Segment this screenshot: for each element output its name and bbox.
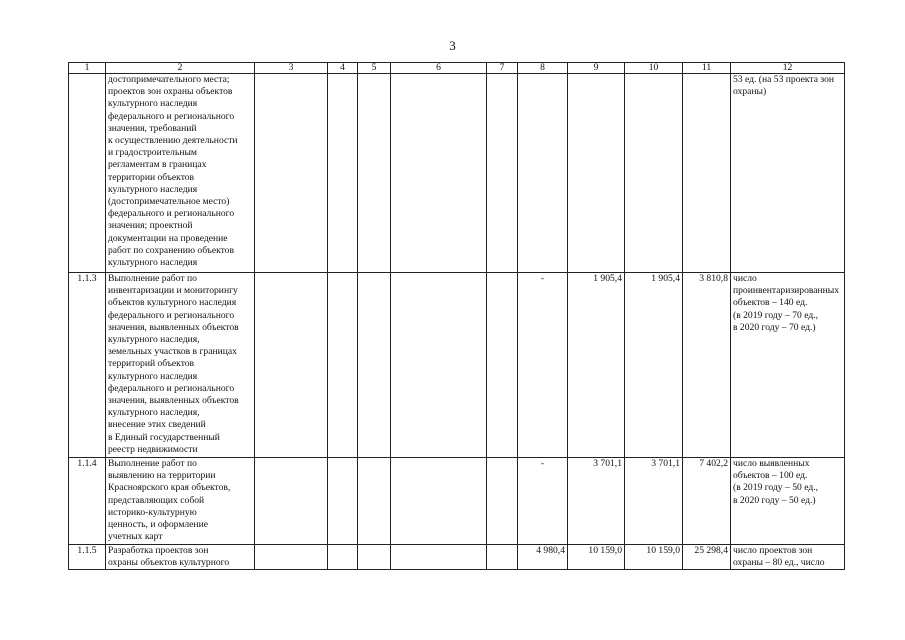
- result-indicator-line: 53 ед. (на 53 проекта зон: [733, 74, 835, 85]
- empty-cell: [255, 458, 328, 545]
- activity-name-line: работ по сохранению объектов: [108, 244, 235, 256]
- result-indicator-cell: [731, 545, 845, 570]
- empty-cell: [487, 458, 518, 545]
- empty-cell: [358, 74, 391, 273]
- empty-cell: [391, 273, 487, 458]
- result-indicator-line: проинвентаризированных: [733, 285, 840, 297]
- value-cell-col11: 3 810,8: [683, 273, 731, 458]
- activity-name-line: Красноярского края объектов,: [108, 482, 231, 494]
- empty-cell: [255, 273, 328, 458]
- program-table: [68, 62, 845, 570]
- value-cell-col8: -: [518, 458, 568, 545]
- empty-cell: [255, 545, 328, 570]
- value-cell-col9: 3 701,1: [568, 458, 625, 545]
- activity-name-line: реестр недвижимости: [108, 443, 198, 455]
- activity-name-line: культурного наследия: [108, 257, 198, 269]
- value-cell-col11: 25 298,4: [683, 545, 731, 570]
- empty-cell: [487, 74, 518, 273]
- column-header: 12: [731, 63, 845, 74]
- column-header: 5: [358, 63, 391, 74]
- activity-name-line: значения; проектной: [108, 220, 193, 232]
- value-cell-col9: [568, 74, 625, 273]
- value-cell-col10: 10 159,0: [625, 545, 683, 570]
- activity-name-line: в Единый государственный: [108, 431, 220, 443]
- page-number: 3: [449, 38, 456, 53]
- result-indicator-cell: [731, 273, 845, 458]
- column-header: 1: [69, 63, 106, 74]
- empty-cell: [328, 273, 358, 458]
- result-indicator-line: охраны): [733, 86, 767, 98]
- activity-name-line: культурного наследия: [108, 98, 198, 110]
- activity-name-line: достопримечательного места;: [108, 74, 230, 85]
- activity-name-line: культурного наследия: [108, 183, 198, 195]
- empty-cell: [487, 273, 518, 458]
- activity-name-line: ценность, и оформление: [108, 519, 208, 531]
- item-number-cell: [69, 74, 106, 273]
- table-row: [69, 458, 845, 545]
- activity-name-line: Разработка проектов зон: [108, 545, 209, 556]
- activity-name-line: историко-культурную: [108, 506, 197, 518]
- table-row: [69, 545, 845, 570]
- result-indicator-line: (в 2019 году – 70 ед.,: [733, 309, 818, 321]
- empty-cell: [328, 74, 358, 273]
- activity-name-line: документации на проведение: [108, 232, 228, 244]
- table-row: [69, 74, 845, 273]
- activity-name-line: земельных участков в границах: [108, 346, 237, 358]
- value-cell-col9: 10 159,0: [568, 545, 625, 570]
- result-indicator-line: число: [733, 273, 757, 284]
- empty-cell: [487, 545, 518, 570]
- activity-name-line: охраны объектов культурного: [108, 557, 230, 569]
- empty-cell: [358, 458, 391, 545]
- result-indicator-line: (в 2019 году – 50 ед.,: [733, 482, 818, 494]
- item-number-cell: 1.1.5: [69, 545, 106, 570]
- value-cell-col10: 1 905,4: [625, 273, 683, 458]
- activity-name-line: федерального и регионального: [108, 110, 235, 122]
- activity-name-line: Выполнение работ по: [108, 458, 197, 469]
- activity-name-line: проектов зон охраны объектов: [108, 86, 233, 98]
- activity-name-line: значения, выявленных объектов: [108, 395, 239, 407]
- empty-cell: [358, 545, 391, 570]
- activity-name-line: культурного наследия: [108, 370, 198, 382]
- activity-name-line: Выполнение работ по: [108, 273, 197, 284]
- result-indicator-cell: [731, 74, 845, 273]
- empty-cell: [255, 74, 328, 273]
- activity-name-line: культурного наследия,: [108, 334, 200, 346]
- activity-name-line: представляющих собой: [108, 494, 205, 506]
- value-cell-col11: 7 402,2: [683, 458, 731, 545]
- empty-cell: [358, 273, 391, 458]
- result-indicator-line: в 2020 году – 50 ед.): [733, 494, 816, 506]
- empty-cell: [391, 458, 487, 545]
- value-cell-col8: 4 980,4: [518, 545, 568, 570]
- column-header: 10: [625, 63, 683, 74]
- activity-name-line: (достопримечательное место): [108, 196, 230, 208]
- column-header: 4: [328, 63, 358, 74]
- empty-cell: [391, 545, 487, 570]
- activity-name-cell: [106, 545, 255, 570]
- result-indicator-line: число проектов зон: [733, 545, 813, 556]
- activity-name-cell: [106, 458, 255, 545]
- column-header: 3: [255, 63, 328, 74]
- value-cell-col9: 1 905,4: [568, 273, 625, 458]
- value-cell-col8: -: [518, 273, 568, 458]
- activity-name-line: значения, выявленных объектов: [108, 321, 239, 333]
- item-number-cell: 1.1.4: [69, 458, 106, 545]
- activity-name-line: и градостроительным: [108, 147, 198, 159]
- activity-name-line: территорий объектов: [108, 358, 195, 370]
- value-cell-col10: [625, 74, 683, 273]
- column-header: 11: [683, 63, 731, 74]
- column-header: 9: [568, 63, 625, 74]
- column-header: 8: [518, 63, 568, 74]
- activity-name-line: регламентам в границах: [108, 159, 207, 171]
- activity-name-line: федерального и регионального: [108, 382, 235, 394]
- result-indicator-line: охраны – 80 ед., число: [733, 557, 825, 569]
- column-number-row: [69, 63, 845, 74]
- activity-name-line: объектов культурного наследия: [108, 297, 237, 309]
- result-indicator-line: объектов – 100 ед.: [733, 470, 808, 482]
- activity-name-line: к осуществлению деятельности: [108, 135, 238, 147]
- activity-name-line: культурного наследия,: [108, 407, 200, 419]
- column-header: 2: [106, 63, 255, 74]
- empty-cell: [328, 458, 358, 545]
- column-header: 6: [391, 63, 487, 74]
- value-cell-col8: [518, 74, 568, 273]
- result-indicator-line: в 2020 году – 70 ед.): [733, 321, 816, 333]
- activity-name-line: внесение этих сведений: [108, 419, 206, 431]
- activity-name-line: инвентаризации и мониторингу: [108, 285, 238, 297]
- value-cell-col11: [683, 74, 731, 273]
- column-header: 7: [487, 63, 518, 74]
- activity-name-line: учетных карт: [108, 531, 163, 543]
- activity-name-cell: [106, 273, 255, 458]
- activity-name-line: территории объектов: [108, 171, 195, 183]
- activity-name-line: федерального и регионального: [108, 208, 235, 220]
- result-indicator-line: объектов – 140 ед.: [733, 297, 808, 309]
- activity-name-line: выявлению на территории: [108, 470, 216, 482]
- empty-cell: [391, 74, 487, 273]
- result-indicator-cell: [731, 458, 845, 545]
- empty-cell: [328, 545, 358, 570]
- item-number-cell: 1.1.3: [69, 273, 106, 458]
- activity-name-cell: [106, 74, 255, 273]
- value-cell-col10: 3 701,1: [625, 458, 683, 545]
- activity-name-line: федерального и регионального: [108, 309, 235, 321]
- activity-name-line: значения, требований: [108, 122, 197, 134]
- result-indicator-line: число выявленных: [733, 458, 810, 469]
- table-row: [69, 273, 845, 458]
